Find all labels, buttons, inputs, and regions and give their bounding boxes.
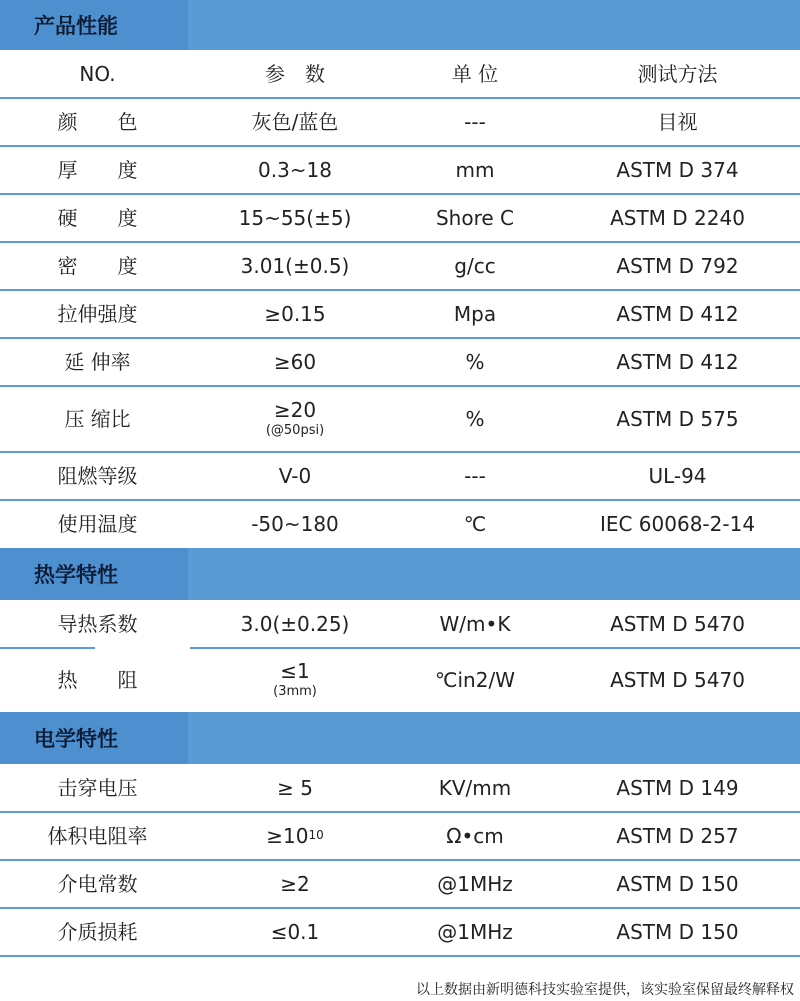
- row-method: ASTM D 575: [616, 407, 739, 431]
- row-value-exponent: 10: [308, 828, 324, 843]
- section-header-electrical: [0, 712, 800, 764]
- row-method: ASTM D 374: [616, 158, 739, 182]
- row-unit: Ω•cm: [446, 824, 504, 848]
- row-method: ASTM D 412: [616, 302, 739, 326]
- table-row: [0, 600, 800, 648]
- row-value: ≥60: [273, 350, 317, 374]
- row-unit: @1MHz: [437, 872, 513, 896]
- section-header-thermal: [0, 548, 800, 600]
- row-value: ≥10: [266, 824, 309, 848]
- row-value: ≥ 5: [277, 776, 313, 800]
- row-name: 拉伸强度: [57, 302, 138, 326]
- table-row: [0, 194, 800, 242]
- table-row: [0, 500, 800, 548]
- row-name: 使用温度: [57, 512, 138, 536]
- row-value-cell: [195, 812, 395, 860]
- table-row: [0, 648, 800, 712]
- table-row: [0, 338, 800, 386]
- row-method: 目视: [657, 110, 698, 134]
- row-unit: ---: [464, 110, 486, 134]
- header-unit: 单 位: [451, 62, 499, 86]
- row-name: 体积电阻率: [47, 824, 148, 848]
- table-row: [0, 812, 800, 860]
- table-row: [0, 764, 800, 812]
- row-value: V-0: [278, 464, 312, 488]
- table-row: [0, 242, 800, 290]
- table-header-row: [0, 50, 800, 98]
- table-row: [0, 860, 800, 908]
- row-value: ≥0.15: [264, 302, 326, 326]
- row-name: 介电常数: [57, 872, 138, 896]
- row-unit: Mpa: [453, 302, 497, 326]
- row-name: 介质损耗: [57, 920, 138, 944]
- row-name: 厚 度: [57, 158, 138, 182]
- row-value: ≤0.1: [270, 920, 320, 944]
- row-value: 0.3~18: [257, 158, 332, 182]
- row-unit: @1MHz: [437, 920, 513, 944]
- row-name: 硬 度: [57, 206, 138, 230]
- footer-note: 以上数据由新明德科技实验室提供，该实验室保留最终解释权: [416, 982, 794, 998]
- row-unit: %: [465, 407, 485, 431]
- row-value: -50~180: [251, 512, 339, 536]
- section-header-product: [0, 0, 800, 50]
- table-row: [0, 386, 800, 452]
- row-name: 颜 色: [57, 110, 138, 134]
- row-value: ≤1: [280, 659, 310, 684]
- row-method: ASTM D 150: [616, 920, 739, 944]
- row-method: ASTM D 5470: [610, 612, 745, 636]
- row-divider: [0, 955, 800, 957]
- row-unit: W/m•K: [439, 612, 511, 636]
- row-unit: %: [465, 350, 485, 374]
- row-unit: Shore C: [435, 206, 515, 230]
- section-title: 电学特性: [0, 712, 188, 764]
- row-method: ASTM D 5470: [610, 668, 745, 692]
- row-method: ASTM D 412: [616, 350, 739, 374]
- row-unit: ---: [464, 464, 486, 488]
- row-unit: ℃: [463, 512, 487, 536]
- row-value-note: (@50psi): [265, 423, 325, 439]
- header-no: NO.: [79, 62, 116, 86]
- row-unit: KV/mm: [438, 776, 512, 800]
- row-value: ≥2: [280, 872, 310, 896]
- table-row: [0, 452, 800, 500]
- row-method: ASTM D 792: [616, 254, 739, 278]
- row-method: ASTM D 257: [616, 824, 739, 848]
- row-value-cell: [195, 386, 395, 452]
- table-row: [0, 908, 800, 956]
- row-name: 压 缩比: [64, 407, 131, 431]
- row-value: 灰色/蓝色: [251, 110, 339, 134]
- row-method: ASTM D 2240: [610, 206, 745, 230]
- row-value: ≥20: [273, 398, 317, 423]
- table-row: [0, 146, 800, 194]
- table-row: [0, 290, 800, 338]
- row-unit: mm: [455, 158, 495, 182]
- row-method: ASTM D 150: [616, 872, 739, 896]
- row-name: 导热系数: [57, 612, 138, 636]
- section-title: 产品性能: [0, 0, 188, 50]
- row-name: 热 阻: [57, 668, 138, 692]
- row-value: 3.01(±0.5): [240, 254, 350, 278]
- row-value: 15~55(±5): [238, 206, 352, 230]
- header-method: 测试方法: [637, 62, 718, 86]
- row-unit: g/cc: [454, 254, 496, 278]
- row-value-cell: [195, 648, 395, 712]
- row-method: UL-94: [648, 464, 707, 488]
- row-name: 击穿电压: [57, 776, 138, 800]
- row-name: 延 伸率: [64, 350, 131, 374]
- row-unit: ℃in2/W: [435, 668, 515, 692]
- row-method: ASTM D 149: [616, 776, 739, 800]
- table-row: [0, 98, 800, 146]
- header-param: 参 数: [265, 62, 325, 86]
- row-method: IEC 60068-2-14: [599, 512, 756, 536]
- section-title: 热学特性: [0, 548, 188, 600]
- row-name: 密 度: [57, 254, 138, 278]
- row-value: 3.0(±0.25): [240, 612, 350, 636]
- row-name: 阻燃等级: [57, 464, 138, 488]
- row-value-note: (3mm): [273, 684, 317, 700]
